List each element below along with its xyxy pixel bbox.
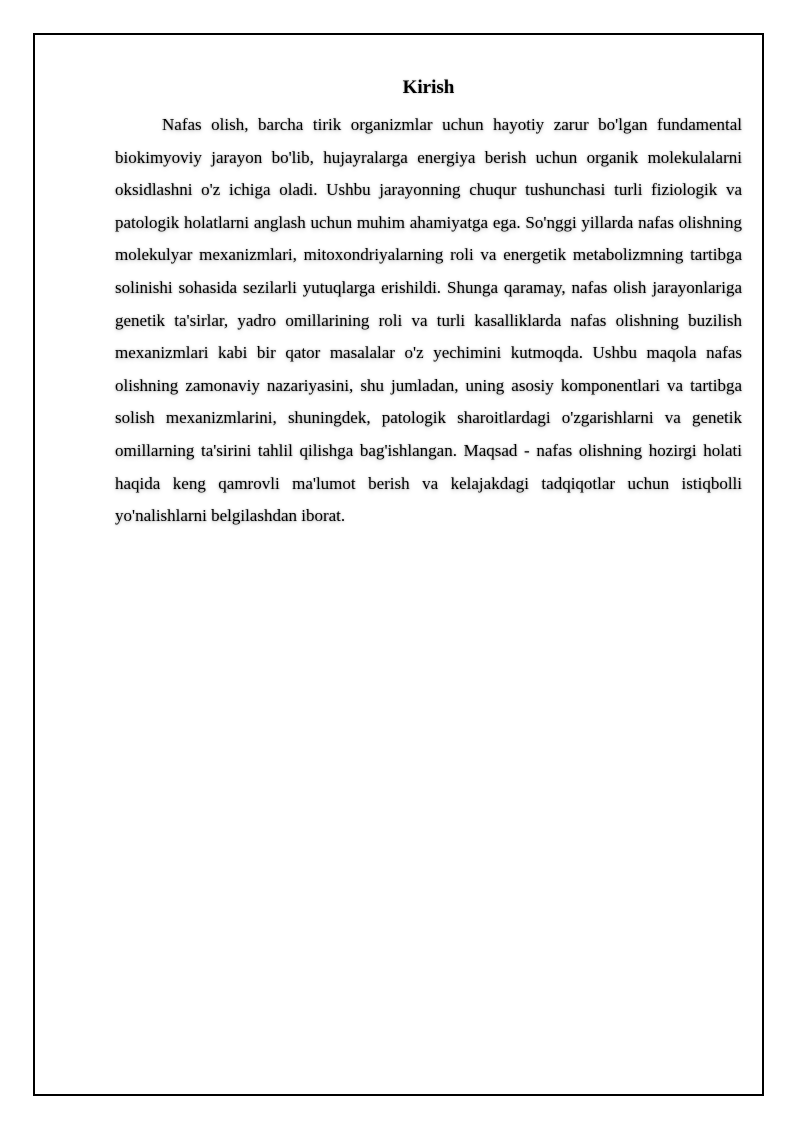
intro-paragraph: Nafas olish, barcha tirik organizmlar uchun hayotiy zarur bo'lgan fundamental biokimyoviy jarayon bo'lib, hujayralarga energiya berish uchun organik molekulalarni oksidlashni o'z ichiga oladi. Ushbu jarayonning chuqur tushunchasi turli fiziologik va patologik holatlarni anglash uchun muhim ahamiyatga ega. So'nggi yillarda nafas olishning molekulyar mexanizmlari, mitoxondriyalarning roli va energetik metabolizmning tartibga solinishi sohasida sezilarli yutuqlarga erishildi. Shunga qaramay, nafas olish jarayonlariga genetik ta'sirlar, yadro omillarining roli va turli kasalliklarda nafas olishning buzilish mexanizmlari kabi bir qator masalalar o'z yechimini kutmoqda. Ushbu maqola nafas olishning zamonaviy nazariyasini, shu jumladan, uning asosiy komponentlari va tartibga solish mexanizmlarini, shuningdek, patologik sharoitlardagi o'zgarishlarni va genetik omillarning ta'sirini tahlil qilishga bag'ishlangan. Maqsad - nafas olishning hozirgi holati haqida keng qamrovli ma'lumot berish va kelajakdagi tadqiqotlar uchun istiqbolli yo'nalishlarni belgilashdan iborat. [115, 115, 742, 526]
section-heading: Kirish [402, 77, 455, 98]
document-body [115, 76, 742, 533]
